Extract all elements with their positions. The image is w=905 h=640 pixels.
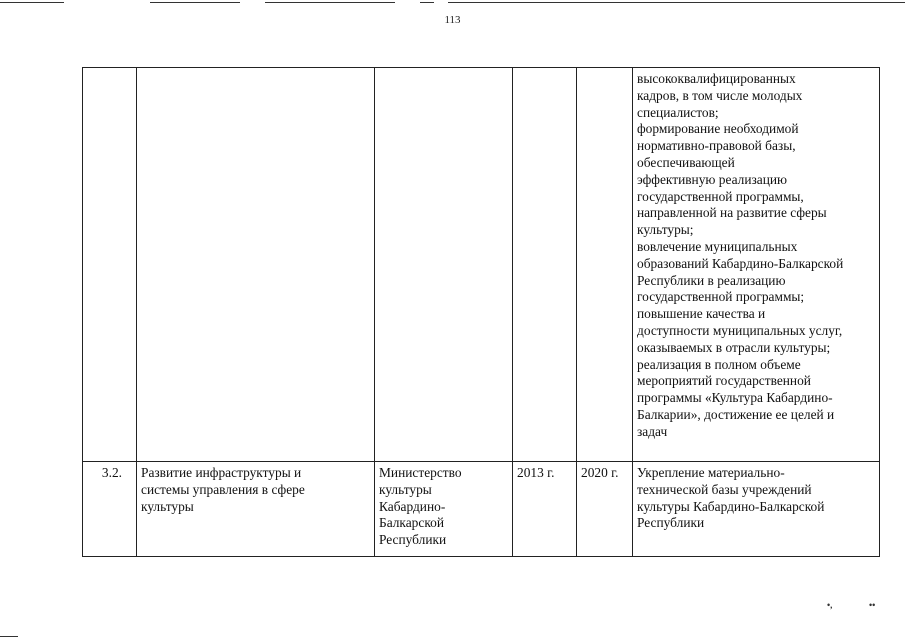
results-line: мероприятий государственной — [637, 373, 811, 389]
results-line: государственной программы, — [637, 188, 804, 204]
results-line: Балкарии», достижение ее целей и — [637, 406, 835, 422]
executor-line: Республики — [379, 532, 447, 548]
results-line: государственной программы; — [637, 289, 805, 305]
scan-artifact-line — [420, 2, 434, 3]
results-line: нормативно-правовой базы, — [637, 138, 796, 154]
executor-cell — [375, 462, 513, 557]
results-line: доступности муниципальных услуг, — [637, 322, 843, 338]
scan-artifact-line — [150, 2, 240, 3]
event-name-cell — [137, 462, 375, 557]
results-line: кадров, в том числе молодых — [637, 87, 803, 103]
start-year-cell: 2013 г. — [513, 462, 577, 557]
results-line: повышение качества и — [637, 306, 766, 322]
results-line: программы «Культура Кабардино- — [637, 390, 833, 406]
scan-speck: •, — [827, 600, 833, 610]
results-line: Укрепление материально- — [637, 465, 785, 480]
event-name-cell — [137, 68, 375, 462]
results-line: вовлечение муниципальных — [637, 238, 798, 254]
executor-line: культуры — [379, 481, 432, 497]
executor-line: Министерство — [379, 465, 462, 480]
row-number-cell — [83, 68, 137, 462]
results-line: эффективную реализацию — [637, 171, 788, 187]
program-table — [82, 67, 880, 557]
end-year-cell — [577, 68, 633, 462]
scan-artifact-line — [0, 636, 18, 637]
results-line: высококвалифицированных — [637, 71, 796, 86]
scan-artifact-line — [448, 2, 905, 3]
table-row — [83, 68, 880, 462]
executor-line: Балкарской — [379, 515, 445, 531]
results-line: направленной на развитие сферы — [637, 205, 827, 221]
results-line: специалистов; — [637, 104, 719, 120]
results-line: реализация в полном объеме — [637, 356, 801, 372]
event-name-line: Развитие инфраструктуры и — [141, 465, 302, 480]
page-number: 113 — [444, 14, 461, 26]
results-line: обеспечивающей — [637, 154, 735, 170]
executor-line: Кабардино- — [379, 498, 446, 514]
table-row — [83, 462, 880, 557]
event-name-line: системы управления в сфере — [141, 481, 305, 497]
start-year-cell — [513, 68, 577, 462]
row-number-cell: 3.2. — [83, 462, 137, 557]
executor-cell — [375, 68, 513, 462]
results-line: Республики в реализацию — [637, 272, 786, 288]
results-line: формирование необходимой — [637, 121, 799, 137]
results-line: задач — [637, 423, 668, 439]
results-line: культуры; — [637, 222, 694, 238]
results-line: образований Кабардино-Балкарской — [637, 255, 844, 271]
scan-artifact-line — [0, 2, 64, 3]
results-line: технической базы учреждений — [637, 481, 812, 497]
results-line: оказываемых в отрасли культуры; — [637, 339, 831, 355]
end-year-cell: 2020 г. — [577, 462, 633, 557]
results-line: культуры Кабардино-Балкарской — [637, 498, 825, 514]
event-name-line: культуры — [141, 498, 194, 514]
scan-artifact-line — [265, 2, 395, 3]
scan-speck: •• — [869, 600, 876, 610]
expected-results-cell — [633, 462, 880, 557]
expected-results-cell — [633, 68, 880, 462]
results-line: Республики — [637, 515, 705, 531]
